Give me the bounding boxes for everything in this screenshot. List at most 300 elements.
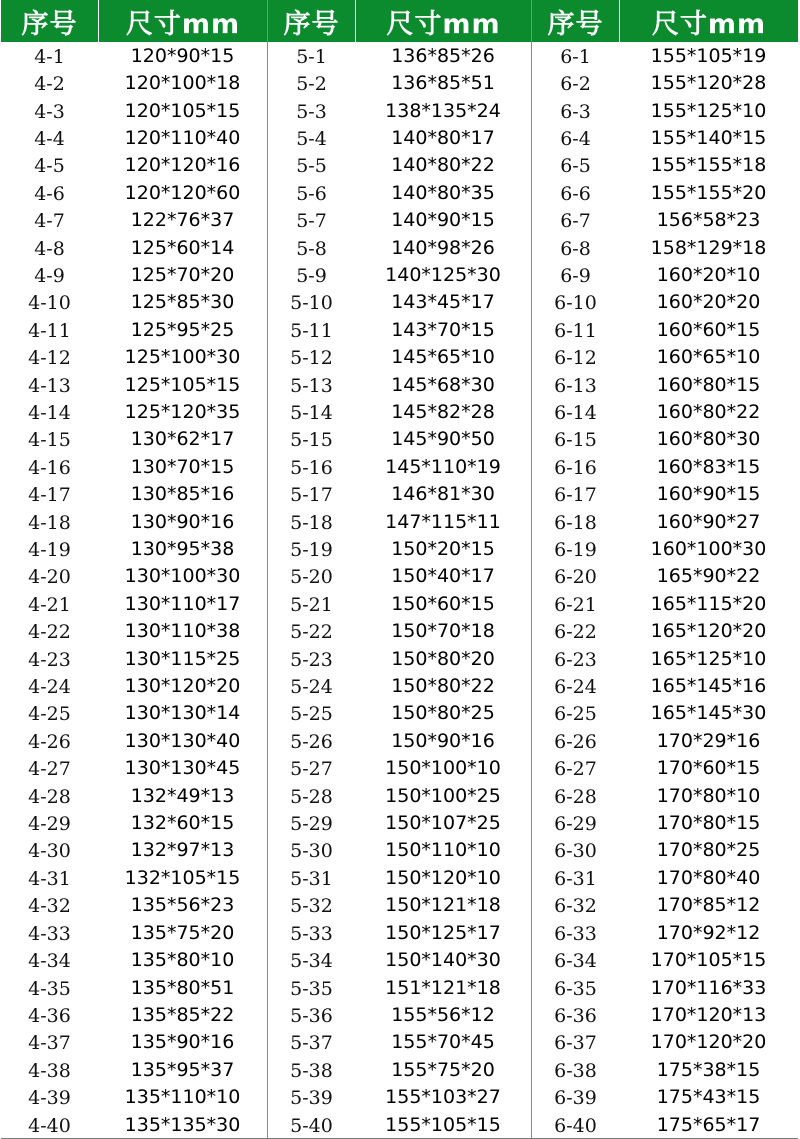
- table-row: [1, 42, 267, 69]
- row-size: 130*110*38: [124, 620, 241, 643]
- table-row: [1, 481, 267, 508]
- table-row: [268, 563, 531, 590]
- table-row: [532, 563, 798, 590]
- row-index: 5-15: [290, 429, 333, 452]
- row-index: 4-22: [28, 621, 71, 644]
- table-row: [532, 700, 798, 727]
- row-size: 120*100*18: [124, 72, 241, 95]
- row-size: 160*65*10: [656, 346, 761, 369]
- table-row: [1, 69, 267, 96]
- row-size: 130*130*45: [124, 757, 241, 780]
- table-row: [1, 453, 267, 480]
- row-size: 150*20*15: [391, 538, 495, 561]
- row-index: 4-7: [34, 210, 65, 233]
- row-index: 6-19: [554, 539, 597, 562]
- row-size: 135*75*20: [130, 921, 235, 944]
- row-index: 5-24: [290, 676, 333, 699]
- row-size: 155*105*19: [650, 44, 767, 67]
- row-index: 4-8: [34, 237, 65, 260]
- row-size: 170*80*25: [656, 839, 761, 862]
- row-index: 5-13: [290, 374, 333, 397]
- table-row: [1, 618, 267, 645]
- row-size: 150*121*18: [385, 894, 501, 917]
- row-index: 6-32: [554, 895, 597, 918]
- table-row: [268, 727, 531, 754]
- table-row: [1, 1056, 267, 1083]
- table-row: [1, 1111, 267, 1138]
- table-row: [532, 481, 798, 508]
- table-row: [1, 508, 267, 535]
- row-index: 6-2: [560, 73, 591, 96]
- table-row: [268, 1111, 531, 1138]
- table-row: [1, 590, 267, 617]
- row-size: 170*116*33: [650, 976, 767, 999]
- row-index: 5-19: [290, 539, 333, 562]
- row-size: 175*65*17: [656, 1113, 761, 1136]
- row-size: 143*70*15: [391, 318, 495, 341]
- row-size: 132*105*15: [124, 866, 241, 889]
- row-index: 4-23: [28, 648, 71, 671]
- row-index: 6-15: [554, 429, 597, 452]
- row-size: 140*125*30: [385, 263, 501, 286]
- table-row: [532, 398, 798, 425]
- row-index: 4-33: [28, 922, 71, 945]
- row-index: 4-1: [34, 45, 65, 68]
- row-index: 4-2: [34, 73, 65, 96]
- row-size: 155*140*15: [650, 126, 767, 149]
- row-size: 135*135*30: [124, 1113, 241, 1136]
- row-index: 5-28: [290, 785, 333, 808]
- row-index: 4-10: [28, 292, 71, 315]
- row-size: 146*81*30: [391, 483, 495, 506]
- row-index: 4-5: [34, 155, 65, 178]
- row-size: 170*85*12: [656, 894, 761, 917]
- row-size: 145*82*28: [391, 400, 495, 423]
- table-row: [1, 563, 267, 590]
- table-row: [268, 1083, 531, 1110]
- table-row: [532, 1056, 798, 1083]
- row-index: 4-34: [28, 950, 71, 973]
- table-row: [532, 69, 798, 96]
- table-row: [1, 1001, 267, 1028]
- table-row: [268, 1056, 531, 1083]
- row-index: 6-37: [554, 1032, 597, 1055]
- row-size: 160*83*15: [656, 455, 761, 478]
- row-index: 4-3: [34, 100, 65, 123]
- row-size: 135*80*51: [130, 976, 235, 999]
- row-size: 125*120*35: [124, 400, 241, 423]
- table-row: [1, 124, 267, 151]
- row-index: 5-16: [290, 456, 333, 479]
- row-index: 6-25: [554, 703, 597, 726]
- row-size: 125*70*20: [130, 263, 235, 286]
- row-index: 6-14: [554, 401, 597, 424]
- row-size: 135*85*22: [130, 1003, 235, 1026]
- table-row: [1, 206, 267, 233]
- row-size: 150*107*25: [385, 812, 501, 835]
- row-size: 160*100*30: [650, 538, 767, 561]
- row-index: 5-31: [290, 867, 333, 890]
- table-row: [268, 837, 531, 864]
- row-index: 5-33: [290, 922, 333, 945]
- row-size: 155*155*20: [650, 181, 767, 204]
- row-index: 4-17: [28, 484, 71, 507]
- row-index: 5-39: [290, 1087, 333, 1110]
- row-size: 130*62*17: [130, 428, 235, 451]
- table-row: [532, 453, 798, 480]
- row-index: 5-29: [290, 813, 333, 836]
- row-index: 4-9: [34, 264, 65, 287]
- table-row: [532, 782, 798, 809]
- row-size: 120*120*16: [124, 154, 241, 177]
- table-row: [268, 426, 531, 453]
- row-size: 160*90*27: [656, 510, 761, 533]
- row-size: 150*100*25: [385, 784, 501, 807]
- table-row: [1, 974, 267, 1001]
- row-index: 6-11: [554, 319, 597, 342]
- row-size: 130*95*38: [130, 538, 235, 561]
- row-index: 5-10: [290, 292, 333, 315]
- row-index: 5-32: [290, 895, 333, 918]
- row-size: 155*103*27: [385, 1086, 501, 1109]
- row-index: 6-33: [554, 922, 597, 945]
- table-row: [532, 152, 798, 179]
- row-size: 170*92*12: [656, 921, 761, 944]
- table-row: [268, 481, 531, 508]
- row-size: 160*20*10: [656, 263, 761, 286]
- row-index: 4-15: [28, 429, 71, 452]
- row-size: 140*80*17: [391, 126, 495, 149]
- row-index: 5-26: [290, 730, 333, 753]
- row-index: 4-4: [34, 127, 65, 150]
- table-row: [532, 343, 798, 370]
- table-row: [1, 398, 267, 425]
- row-size: 140*80*22: [391, 154, 495, 177]
- size-table: [1, 0, 798, 1139]
- row-index: 5-36: [290, 1004, 333, 1027]
- row-size: 150*110*10: [385, 839, 501, 862]
- table-row: [268, 919, 531, 946]
- table-row: [1, 892, 267, 919]
- table-row: [268, 535, 531, 562]
- row-size: 135*110*10: [124, 1086, 241, 1109]
- header-index: 序号: [268, 0, 355, 42]
- table-row: [268, 645, 531, 672]
- row-size: 125*85*30: [130, 291, 235, 314]
- row-index: 6-26: [554, 730, 597, 753]
- row-size: 130*70*15: [130, 455, 235, 478]
- table-row: [532, 892, 798, 919]
- row-size: 150*125*17: [385, 921, 501, 944]
- row-index: 5-8: [296, 237, 327, 260]
- row-size: 135*90*16: [130, 1031, 235, 1054]
- header-size: 尺寸mm: [355, 0, 531, 42]
- table-row: [268, 974, 531, 1001]
- row-size: 156*58*23: [656, 209, 761, 232]
- row-index: 6-40: [554, 1114, 597, 1137]
- row-index: 5-35: [290, 977, 333, 1000]
- row-index: 4-13: [28, 374, 71, 397]
- row-size: 155*120*28: [650, 72, 767, 95]
- row-size: 150*60*15: [391, 592, 495, 615]
- table-row: [1, 316, 267, 343]
- row-index: 6-8: [560, 237, 591, 260]
- row-size: 135*56*23: [130, 894, 235, 917]
- row-size: 145*90*50: [391, 428, 495, 451]
- row-size: 130*85*16: [130, 483, 235, 506]
- table-row: [532, 618, 798, 645]
- header-row: [1, 0, 267, 42]
- row-index: 6-24: [554, 676, 597, 699]
- row-size: 170*120*20: [650, 1031, 767, 1054]
- row-index: 5-2: [296, 73, 327, 96]
- table-row: [268, 946, 531, 973]
- row-index: 6-30: [554, 840, 597, 863]
- row-index: 4-19: [28, 539, 71, 562]
- table-row: [532, 590, 798, 617]
- table-row: [532, 974, 798, 1001]
- row-size: 155*105*15: [385, 1113, 501, 1136]
- row-index: 6-28: [554, 785, 597, 808]
- row-size: 165*145*16: [650, 675, 767, 698]
- row-size: 150*100*10: [385, 757, 501, 780]
- row-size: 150*40*17: [391, 565, 495, 588]
- rows-block-6: [532, 42, 798, 1138]
- table-row: [1, 645, 267, 672]
- row-size: 125*95*25: [130, 318, 235, 341]
- row-size: 135*80*10: [130, 949, 235, 972]
- table-row: [1, 700, 267, 727]
- row-size: 170*80*15: [656, 812, 761, 835]
- row-index: 5-4: [296, 127, 327, 150]
- table-row: [1, 535, 267, 562]
- row-size: 143*45*17: [391, 291, 495, 314]
- table-row: [532, 42, 798, 69]
- row-size: 150*140*30: [385, 949, 501, 972]
- table-row: [1, 97, 267, 124]
- table-row: [268, 864, 531, 891]
- row-index: 4-28: [28, 785, 71, 808]
- row-size: 150*70*18: [391, 620, 495, 643]
- row-size: 155*75*20: [391, 1058, 495, 1081]
- row-index: 5-9: [296, 264, 327, 287]
- table-row: [532, 179, 798, 206]
- row-index: 5-1: [296, 45, 327, 68]
- table-row: [268, 1001, 531, 1028]
- row-size: 170*120*13: [650, 1003, 767, 1026]
- table-row: [268, 618, 531, 645]
- header-index: 序号: [532, 0, 619, 42]
- row-size: 132*97*13: [130, 839, 235, 862]
- row-index: 4-35: [28, 977, 71, 1000]
- table-row: [268, 69, 531, 96]
- row-index: 6-34: [554, 950, 597, 973]
- table-row: [1, 152, 267, 179]
- row-size: 150*90*16: [391, 729, 495, 752]
- table-row: [532, 261, 798, 288]
- row-index: 4-38: [28, 1059, 71, 1082]
- row-index: 4-36: [28, 1004, 71, 1027]
- rows-block-5: [268, 42, 531, 1138]
- row-size: 125*105*15: [124, 373, 241, 396]
- row-size: 136*85*26: [391, 44, 495, 67]
- table-row: [1, 672, 267, 699]
- row-size: 165*125*10: [650, 647, 767, 670]
- table-row: [268, 755, 531, 782]
- row-index: 4-21: [28, 593, 71, 616]
- row-index: 4-39: [28, 1087, 71, 1110]
- row-index: 6-35: [554, 977, 597, 1000]
- table-row: [1, 837, 267, 864]
- row-size: 120*120*60: [124, 181, 241, 204]
- table-row: [532, 1083, 798, 1110]
- table-row: [268, 672, 531, 699]
- table-row: [268, 152, 531, 179]
- table-row: [1, 289, 267, 316]
- row-size: 165*145*30: [650, 702, 767, 725]
- table-row: [268, 97, 531, 124]
- row-size: 140*90*15: [391, 209, 495, 232]
- row-index: 5-38: [290, 1059, 333, 1082]
- row-index: 6-31: [554, 867, 597, 890]
- row-size: 170*60*15: [656, 757, 761, 780]
- row-index: 5-14: [290, 401, 333, 424]
- row-size: 130*100*30: [124, 565, 241, 588]
- row-index: 6-5: [560, 155, 591, 178]
- row-index: 6-21: [554, 593, 597, 616]
- row-size: 155*155*18: [650, 154, 767, 177]
- table-row: [532, 289, 798, 316]
- row-index: 4-30: [28, 840, 71, 863]
- table-row: [1, 782, 267, 809]
- row-size: 160*20*20: [656, 291, 761, 314]
- row-index: 6-1: [560, 45, 591, 68]
- row-size: 145*110*19: [385, 455, 501, 478]
- table-row: [1, 343, 267, 370]
- table-row: [532, 316, 798, 343]
- header-size: 尺寸mm: [98, 0, 267, 42]
- row-index: 5-12: [290, 347, 333, 370]
- row-size: 150*80*22: [391, 675, 495, 698]
- row-size: 150*80*25: [391, 702, 495, 725]
- row-index: 4-25: [28, 703, 71, 726]
- row-size: 120*90*15: [130, 44, 235, 67]
- table-row: [1, 234, 267, 261]
- row-size: 130*120*20: [124, 675, 241, 698]
- row-index: 6-4: [560, 127, 591, 150]
- row-index: 5-30: [290, 840, 333, 863]
- table-row: [532, 837, 798, 864]
- row-size: 145*68*30: [391, 373, 495, 396]
- rows-block-4: [1, 42, 267, 1138]
- table-row: [532, 727, 798, 754]
- row-size: 155*125*10: [650, 99, 767, 122]
- row-size: 151*121*18: [385, 976, 501, 999]
- row-index: 5-3: [296, 100, 327, 123]
- row-index: 6-27: [554, 758, 597, 781]
- row-size: 165*90*22: [656, 565, 761, 588]
- row-size: 147*115*11: [385, 510, 501, 533]
- row-size: 138*135*24: [385, 99, 501, 122]
- row-index: 4-14: [28, 401, 71, 424]
- row-size: 158*129*18: [650, 236, 767, 259]
- row-size: 150*120*10: [385, 866, 501, 889]
- table-row: [268, 590, 531, 617]
- row-index: 4-37: [28, 1032, 71, 1055]
- table-row: [268, 179, 531, 206]
- table-row: [268, 316, 531, 343]
- table-row: [268, 289, 531, 316]
- table-row: [268, 508, 531, 535]
- row-index: 4-27: [28, 758, 71, 781]
- row-size: 136*85*51: [391, 72, 495, 95]
- row-size: 160*90*15: [656, 483, 761, 506]
- table-row: [532, 206, 798, 233]
- row-size: 120*105*15: [124, 99, 241, 122]
- table-row: [532, 371, 798, 398]
- row-index: 4-12: [28, 347, 71, 370]
- table-row: [532, 1029, 798, 1056]
- row-index: 4-20: [28, 566, 71, 589]
- header-index: 序号: [1, 0, 98, 42]
- table-row: [532, 426, 798, 453]
- row-size: 170*80*40: [656, 866, 761, 889]
- table-row: [532, 508, 798, 535]
- table-row: [268, 42, 531, 69]
- table-row: [532, 864, 798, 891]
- table-row: [268, 892, 531, 919]
- row-index: 4-26: [28, 730, 71, 753]
- row-index: 4-11: [28, 319, 71, 342]
- row-size: 175*43*15: [656, 1086, 761, 1109]
- row-size: 170*80*10: [656, 784, 761, 807]
- row-size: 165*120*20: [650, 620, 767, 643]
- row-size: 132*49*13: [130, 784, 235, 807]
- table-row: [1, 179, 267, 206]
- row-index: 5-11: [290, 319, 333, 342]
- row-index: 4-18: [28, 511, 71, 534]
- table-row: [268, 398, 531, 425]
- table-row: [1, 1029, 267, 1056]
- row-index: 6-13: [554, 374, 597, 397]
- table-row: [532, 124, 798, 151]
- row-index: 6-29: [554, 813, 597, 836]
- table-row: [1, 371, 267, 398]
- row-size: 120*110*40: [124, 126, 241, 149]
- row-index: 6-20: [554, 566, 597, 589]
- row-index: 5-20: [290, 566, 333, 589]
- row-index: 6-23: [554, 648, 597, 671]
- table-row: [1, 727, 267, 754]
- row-index: 6-38: [554, 1059, 597, 1082]
- row-index: 6-39: [554, 1087, 597, 1110]
- table-row: [268, 700, 531, 727]
- header-size: 尺寸mm: [619, 0, 798, 42]
- row-size: 130*130*40: [124, 729, 241, 752]
- row-index: 5-37: [290, 1032, 333, 1055]
- row-size: 155*70*45: [391, 1031, 495, 1054]
- table-row: [1, 755, 267, 782]
- table-row: [532, 535, 798, 562]
- table-row: [1, 809, 267, 836]
- row-size: 160*80*15: [656, 373, 761, 396]
- row-index: 4-32: [28, 895, 71, 918]
- row-size: 125*100*30: [124, 346, 241, 369]
- row-size: 125*60*14: [130, 236, 235, 259]
- row-index: 6-22: [554, 621, 597, 644]
- row-index: 5-27: [290, 758, 333, 781]
- row-index: 5-18: [290, 511, 333, 534]
